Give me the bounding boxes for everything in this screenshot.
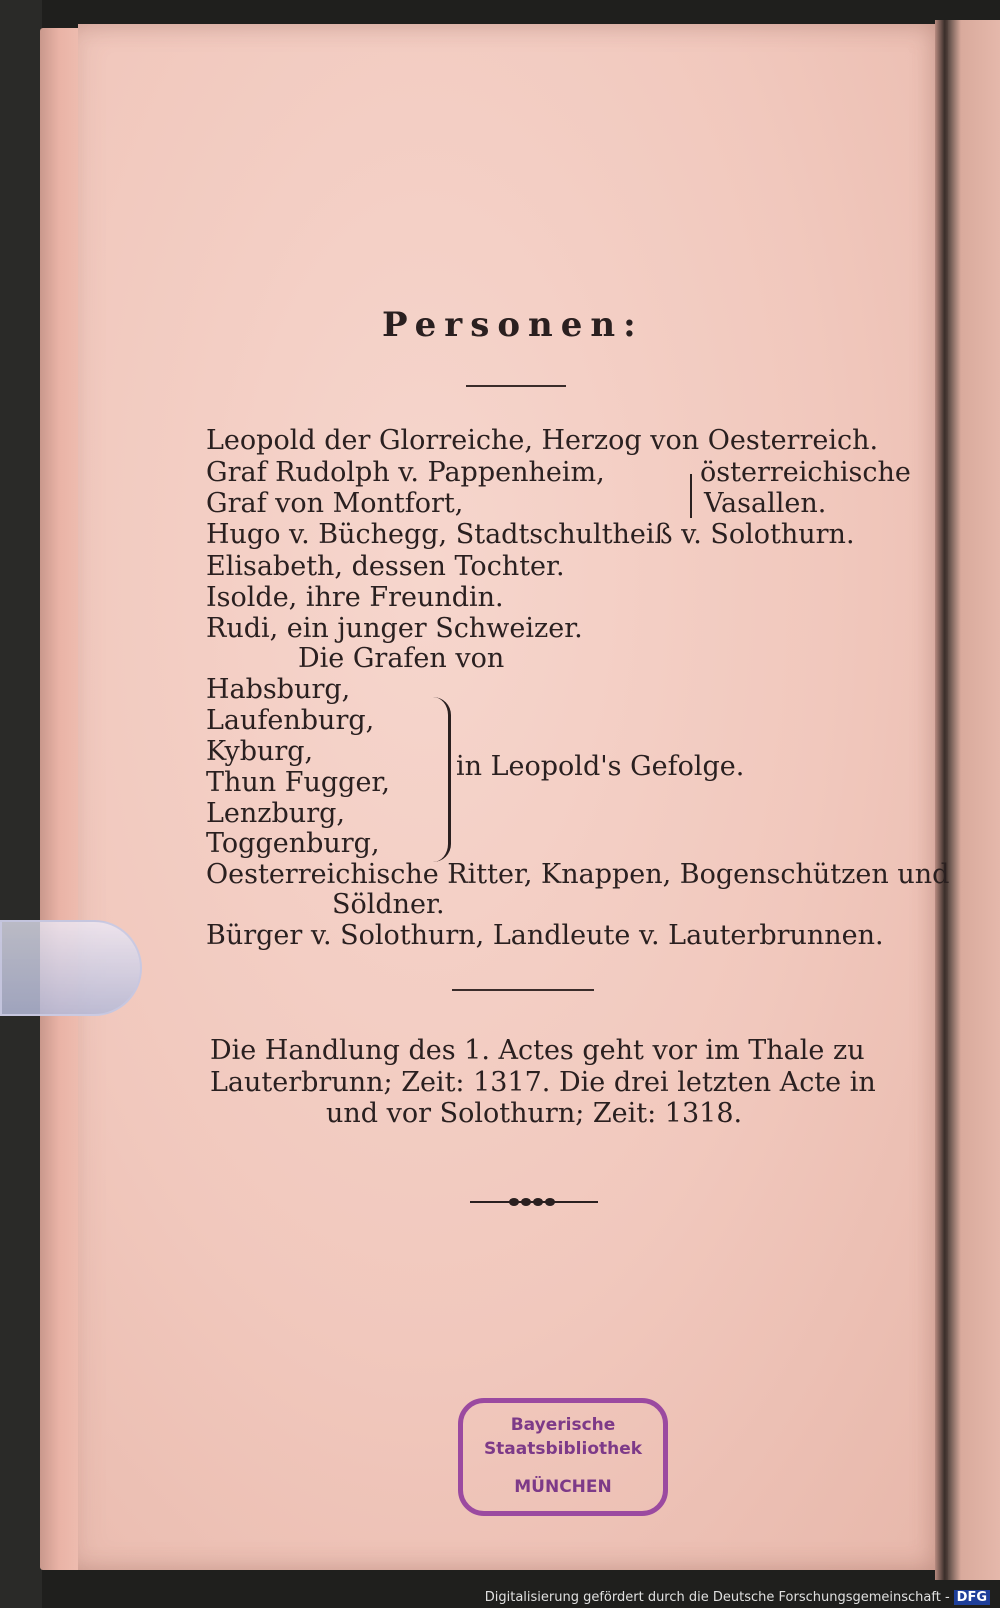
- ornament-divider: [470, 1196, 598, 1208]
- cast-line: Rudi, ein junger Schweizer.: [206, 613, 583, 644]
- title-divider: [466, 385, 566, 387]
- section-divider: [452, 989, 594, 991]
- stamp-line: MÜNCHEN: [514, 1477, 612, 1497]
- cast-line: Thun Fugger,: [206, 767, 390, 798]
- library-stamp: [458, 1398, 668, 1516]
- cast-line: Lenzburg,: [206, 798, 345, 829]
- cast-line: Graf von Montfort,: [206, 488, 464, 519]
- cast-line: Elisabeth, dessen Tochter.: [206, 551, 565, 582]
- stamp-line: Staatsbibliothek: [483, 1439, 643, 1459]
- cast-line: Hugo v. Büchegg, Stadtschultheiß v. Solothurn.: [206, 519, 855, 550]
- cast-line: Graf Rudolph v. Pappenheim,: [206, 457, 605, 488]
- setting-line: und vor Solothurn; Zeit: 1318.: [326, 1098, 743, 1129]
- dfg-logo: DFG: [954, 1590, 990, 1605]
- bracket-label: in Leopold's Gefolge.: [456, 751, 745, 782]
- cast-line: Leopold der Glorreiche, Herzog von Oesterreich.: [206, 425, 879, 456]
- cast-line: Söldner.: [332, 889, 445, 920]
- cast-line: Bürger v. Solothurn, Landleute v. Lauterbrunnen.: [206, 920, 884, 951]
- cast-line: Die Grafen von: [298, 643, 505, 674]
- bracket-label: österreichische: [700, 457, 911, 488]
- cast-line: Kyburg,: [206, 736, 314, 767]
- digitization-footer: [485, 1590, 990, 1605]
- bracket-brace: [432, 697, 451, 862]
- cast-line: Toggenburg,: [206, 828, 380, 859]
- page-holder-clip: [0, 920, 142, 1016]
- setting-line: Lauterbrunn; Zeit: 1317. Die drei letzten Acte in: [210, 1067, 876, 1098]
- bracket-brace: [690, 474, 700, 518]
- bracket-label: Vasallen.: [704, 488, 827, 519]
- page-title: Personen:: [382, 305, 644, 345]
- cast-line: Oesterreichische Ritter, Knappen, Bogenschützen und: [206, 859, 950, 890]
- setting-line: Die Handlung des 1. Actes geht vor im Thale zu: [210, 1035, 865, 1066]
- footer-text: Digitalisierung gefördert durch die Deutsche Forschungsgemeinschaft -: [484, 1590, 950, 1605]
- facing-page-edge: [948, 20, 1000, 1580]
- scanner-background: [0, 0, 42, 1608]
- cast-line: Laufenburg,: [206, 705, 375, 736]
- cast-line: Isolde, ihre Freundin.: [206, 582, 504, 613]
- cast-line: Habsburg,: [206, 674, 351, 705]
- stamp-line: Bayerische: [510, 1415, 616, 1435]
